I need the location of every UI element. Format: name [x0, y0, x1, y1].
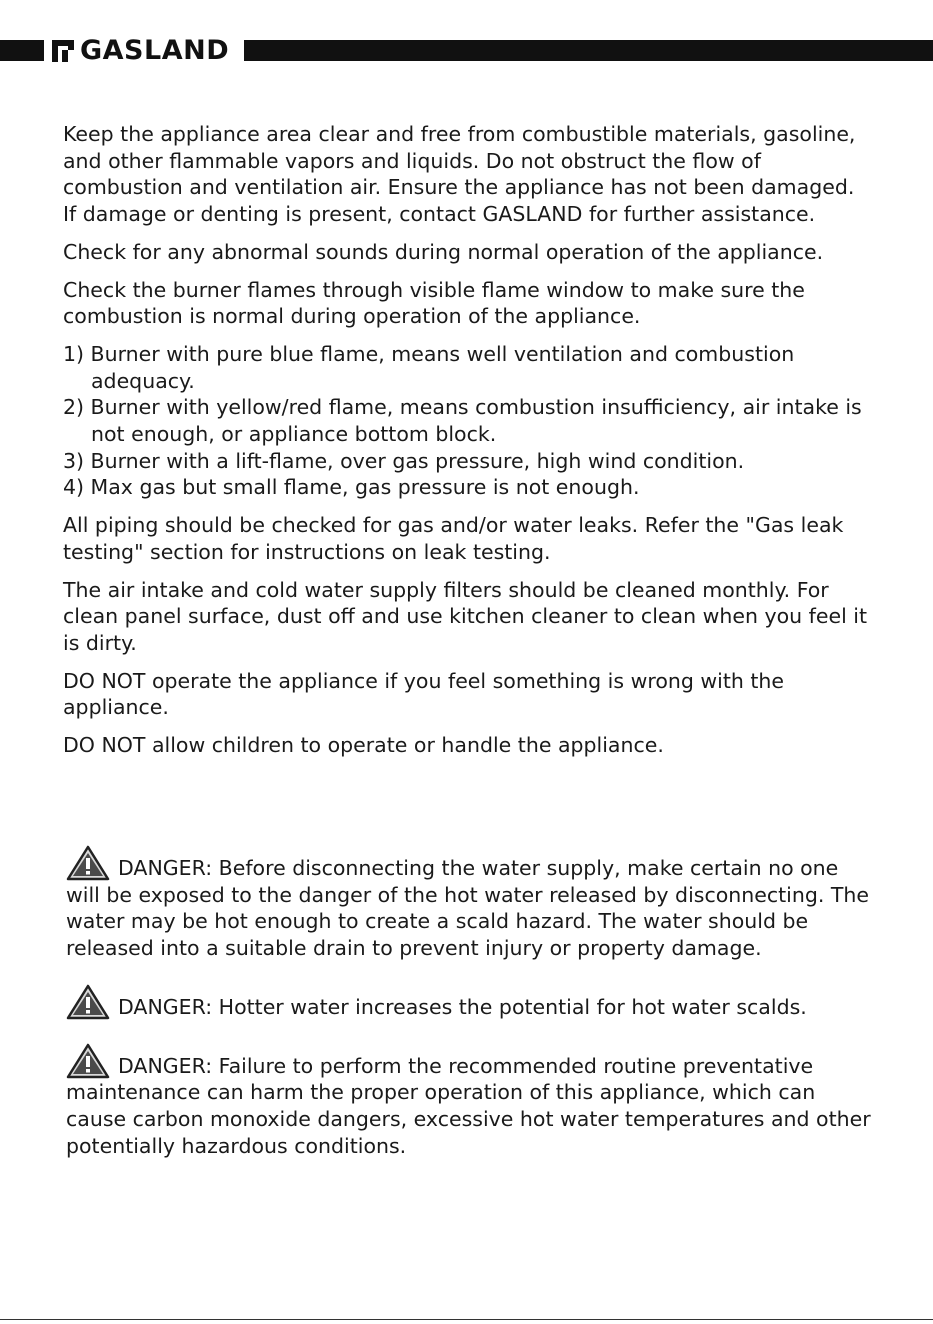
warning-text: DANGER: Failure to perform the recommended routine preventative maintenance can harm the proper operation of this appliance, which can cause carbon monoxide dangers, excessive hot water temperatures and other potentially hazardous conditions. [66, 1053, 871, 1158]
paragraph-do-not-operate: DO NOT operate the appliance if you feel something is wrong with the appliance. [63, 668, 785, 720]
footer-divider [0, 1319, 933, 1320]
paragraph-check-flames: Check the burner flames through visible flame window to make sure the combustion is normal during operation of the appliance. [63, 277, 805, 329]
list-item: 4) Max gas but small flame, gas pressure is not enough. [63, 475, 640, 500]
page-header [0, 35, 933, 66]
paragraph-filter-cleaning: The air intake and cold water supply filters should be cleaned monthly. For clean panel surface, dust off and use kitchen cleaner to clean when you feel it is dirty. [63, 577, 868, 655]
maintenance-instructions [63, 121, 873, 770]
paragraph-no-children: DO NOT allow children to operate or handle the appliance. [63, 733, 664, 758]
header-bar-left [0, 40, 44, 61]
header-bar-right [244, 40, 933, 61]
danger-warning-disconnect [66, 845, 871, 962]
list-item: 3) Burner with a lift-flame, over gas pressure, high wind condition. [63, 448, 745, 473]
danger-warning-hotter-water [66, 984, 871, 1021]
warning-triangle-icon [66, 984, 110, 1020]
paragraph-piping-check: All piping should be checked for gas and/or water leaks. Refer the "Gas leak testing" section for instructions on leak testing. [63, 513, 844, 564]
brand-logo [52, 35, 230, 66]
gasland-logo-icon [52, 40, 74, 62]
warning-triangle-icon [66, 845, 110, 881]
warning-triangle-icon [66, 1043, 110, 1079]
flame-condition-list [63, 341, 873, 501]
warning-text: DANGER: Before disconnecting the water supply, make certain no one will be exposed to the danger of the hot water released by disconnecting. The water may be hot enough to create a scald hazard. The water should be released into a suitable drain to prevent injury or property damage. [66, 856, 870, 961]
list-item: 1) Burner with pure blue flame, means well ventilation and combustion adequacy. [63, 341, 795, 393]
brand-name: GASLAND [80, 35, 230, 66]
paragraph-clear-area: Keep the appliance area clear and free from combustible materials, gasoline, and other flammable vapors and liquids. Do not obstruct the flow of combustion and ventilation air. Ensure the appliance has not been damaged. If damage or denting is present, contact GASLAND for further assistance. [63, 122, 856, 227]
warning-text: DANGER: Hotter water increases the potential for hot water scalds. [118, 994, 807, 1019]
list-item: 2) Burner with yellow/red flame, means combustion insufficiency, air intake is not enough, or appliance bottom block. [63, 395, 862, 447]
danger-warning-maintenance [66, 1043, 871, 1160]
paragraph-abnormal-sounds: Check for any abnormal sounds during normal operation of the appliance. [63, 239, 824, 264]
danger-warnings [66, 845, 871, 1181]
